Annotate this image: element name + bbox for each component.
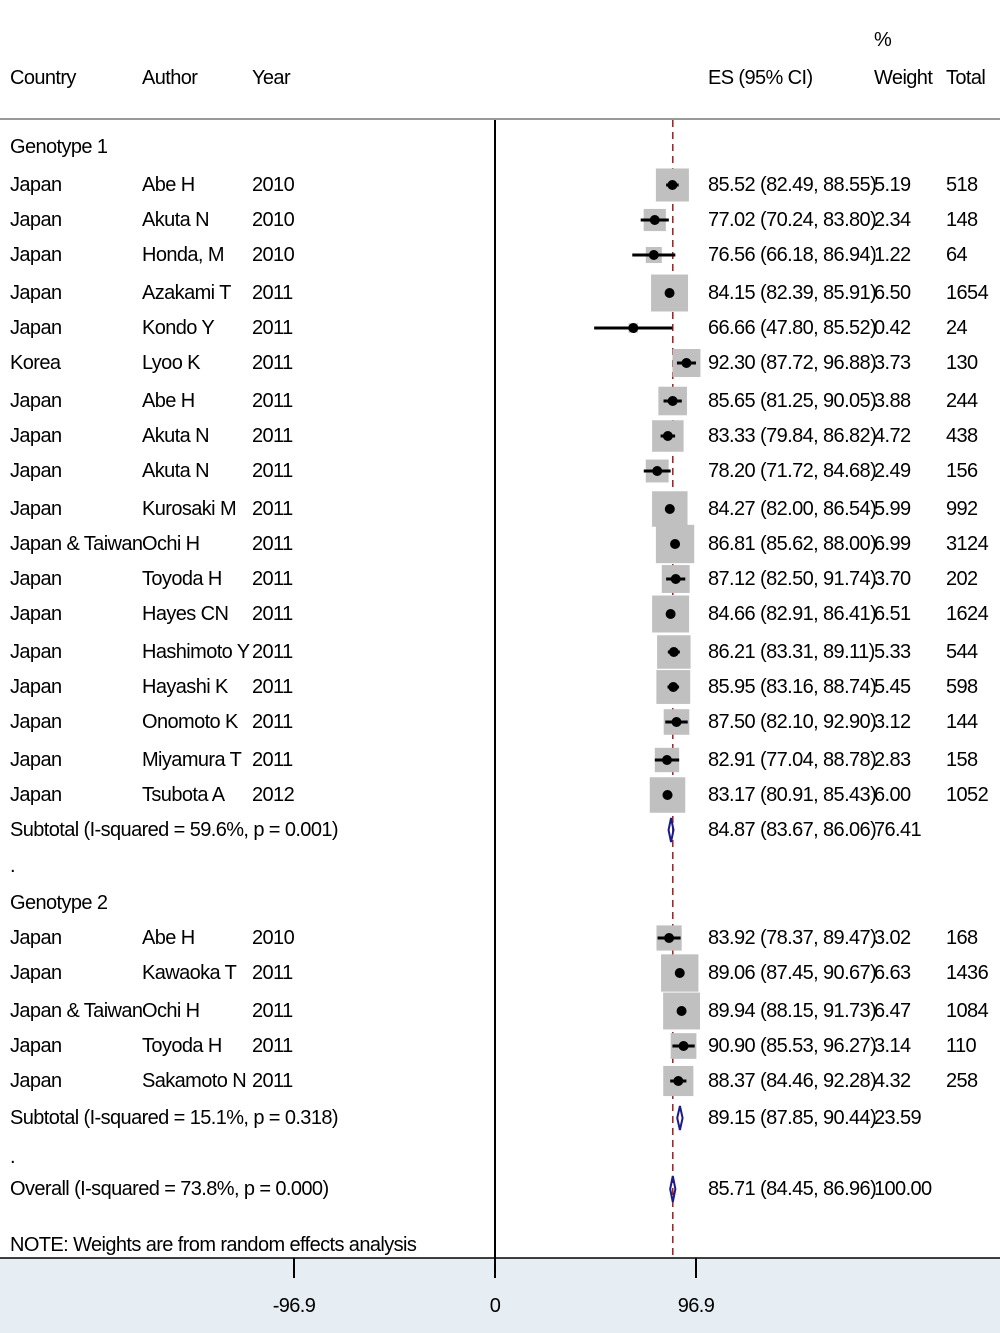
study-point bbox=[675, 968, 685, 978]
study-weight: 3.88 bbox=[874, 390, 911, 412]
overall-weight: 100.00 bbox=[874, 1178, 932, 1200]
study-year: 2011 bbox=[252, 533, 293, 555]
study-es-ci: 83.33 (79.84, 86.82) bbox=[708, 425, 877, 447]
study-year: 2011 bbox=[252, 711, 293, 733]
study-year: 2012 bbox=[252, 784, 295, 806]
study-weight: 6.51 bbox=[874, 603, 911, 625]
study-point bbox=[673, 1076, 683, 1086]
study-total: 144 bbox=[946, 711, 978, 733]
subtotal-weight: 23.59 bbox=[874, 1107, 922, 1129]
study-weight: 4.32 bbox=[874, 1070, 911, 1092]
study-year: 2011 bbox=[252, 390, 293, 412]
study-total: 158 bbox=[946, 749, 978, 771]
study-author: Abe H bbox=[142, 927, 195, 949]
study-author: Hayashi K bbox=[142, 676, 228, 698]
study-author: Lyoo K bbox=[142, 352, 200, 374]
study-total: 1624 bbox=[946, 603, 989, 625]
study-country: Japan bbox=[10, 1035, 62, 1057]
study-point bbox=[665, 504, 675, 514]
study-point bbox=[679, 1041, 689, 1051]
study-year: 2010 bbox=[252, 174, 295, 196]
study-total: 202 bbox=[946, 568, 978, 590]
study-total: 168 bbox=[946, 927, 978, 949]
study-point bbox=[662, 755, 672, 765]
study-total: 1052 bbox=[946, 784, 989, 806]
study-year: 2011 bbox=[252, 1000, 293, 1022]
study-point bbox=[649, 250, 659, 260]
study-author: Ochi H bbox=[142, 1000, 200, 1022]
header-country: Country bbox=[10, 67, 76, 89]
study-es-ci: 86.21 (83.31, 89.11) bbox=[708, 641, 875, 663]
study-author: Honda, M bbox=[142, 244, 224, 266]
study-year: 2011 bbox=[252, 1035, 293, 1057]
study-point bbox=[665, 288, 675, 298]
study-point bbox=[663, 431, 673, 441]
study-es-ci: 86.81 (85.62, 88.00) bbox=[708, 533, 877, 555]
study-year: 2011 bbox=[252, 603, 293, 625]
study-author: Toyoda H bbox=[142, 568, 222, 590]
study-author: Akuta N bbox=[142, 460, 209, 482]
study-es-ci: 89.94 (88.15, 91.73) bbox=[708, 1000, 877, 1022]
study-es-ci: 92.30 (87.72, 96.88) bbox=[708, 352, 877, 374]
study-country: Japan bbox=[10, 390, 62, 412]
study-point bbox=[681, 358, 691, 368]
header-year: Year bbox=[252, 67, 291, 89]
study-country: Japan & Taiwan bbox=[10, 533, 143, 555]
study-country: Japan bbox=[10, 711, 62, 733]
study-weight: 2.34 bbox=[874, 209, 911, 231]
study-point bbox=[669, 647, 679, 657]
study-country: Japan bbox=[10, 425, 62, 447]
study-year: 2010 bbox=[252, 927, 295, 949]
study-author: Abe H bbox=[142, 174, 195, 196]
study-point bbox=[671, 574, 681, 584]
study-total: 3124 bbox=[946, 533, 989, 555]
study-country: Japan bbox=[10, 282, 62, 304]
study-country: Japan bbox=[10, 676, 62, 698]
study-total: 1084 bbox=[946, 1000, 989, 1022]
study-es-ci: 85.95 (83.16, 88.74) bbox=[708, 676, 877, 698]
study-weight: 3.73 bbox=[874, 352, 911, 374]
study-point bbox=[668, 682, 678, 692]
study-point bbox=[677, 1006, 687, 1016]
study-point bbox=[652, 466, 662, 476]
study-country: Japan bbox=[10, 603, 62, 625]
study-weight: 1.22 bbox=[874, 244, 911, 266]
header-es: ES (95% CI) bbox=[708, 67, 813, 89]
study-year: 2010 bbox=[252, 209, 295, 231]
study-country: Japan bbox=[10, 244, 62, 266]
study-author: Onomoto K bbox=[142, 711, 238, 733]
study-es-ci: 85.65 (81.25, 90.05) bbox=[708, 390, 877, 412]
study-weight: 2.83 bbox=[874, 749, 911, 771]
study-weight: 5.33 bbox=[874, 641, 911, 663]
study-es-ci: 84.66 (82.91, 86.41) bbox=[708, 603, 877, 625]
study-country: Japan bbox=[10, 927, 62, 949]
study-point bbox=[650, 215, 660, 225]
subtotal-label: Subtotal (I-squared = 59.6%, p = 0.001) bbox=[10, 819, 338, 841]
study-country: Japan bbox=[10, 962, 62, 984]
subtotal-es-ci: 84.87 (83.67, 86.06) bbox=[708, 819, 877, 841]
study-total: 598 bbox=[946, 676, 978, 698]
study-es-ci: 84.15 (82.39, 85.91) bbox=[708, 282, 877, 304]
study-year: 2011 bbox=[252, 749, 293, 771]
study-author: Hashimoto Y bbox=[142, 641, 250, 663]
header-weight-pct: % bbox=[874, 29, 892, 51]
study-total: 258 bbox=[946, 1070, 978, 1092]
x-axis-tick-label: -96.9 bbox=[272, 1295, 316, 1317]
study-weight: 6.63 bbox=[874, 962, 911, 984]
subtotal-label: Subtotal (I-squared = 15.1%, p = 0.318) bbox=[10, 1107, 338, 1129]
study-year: 2011 bbox=[252, 568, 293, 590]
overall-label: Overall (I-squared = 73.8%, p = 0.000) bbox=[10, 1178, 329, 1200]
study-total: 110 bbox=[946, 1035, 977, 1057]
group-label: Genotype 2 bbox=[10, 892, 108, 914]
study-point bbox=[664, 933, 674, 943]
study-es-ci: 83.17 (80.91, 85.43) bbox=[708, 784, 877, 806]
study-country: Japan bbox=[10, 498, 62, 520]
study-year: 2011 bbox=[252, 962, 293, 984]
study-author: Abe H bbox=[142, 390, 195, 412]
study-country: Japan bbox=[10, 460, 62, 482]
study-total: 244 bbox=[946, 390, 978, 412]
study-weight: 5.99 bbox=[874, 498, 911, 520]
study-weight: 2.49 bbox=[874, 460, 911, 482]
header-weight: Weight bbox=[874, 67, 933, 89]
study-author: Kurosaki M bbox=[142, 498, 237, 520]
study-year: 2011 bbox=[252, 352, 293, 374]
study-es-ci: 77.02 (70.24, 83.80) bbox=[708, 209, 877, 231]
study-year: 2011 bbox=[252, 317, 293, 339]
study-weight: 5.45 bbox=[874, 676, 911, 698]
study-author: Toyoda H bbox=[142, 1035, 222, 1057]
study-country: Japan bbox=[10, 749, 62, 771]
study-author: Hayes CN bbox=[142, 603, 229, 625]
study-weight: 6.00 bbox=[874, 784, 911, 806]
study-total: 992 bbox=[946, 498, 978, 520]
study-total: 1436 bbox=[946, 962, 989, 984]
study-es-ci: 87.12 (82.50, 91.74) bbox=[708, 568, 877, 590]
study-author: Azakami T bbox=[142, 282, 231, 304]
study-year: 2011 bbox=[252, 460, 293, 482]
study-author: Kawaoka T bbox=[142, 962, 237, 984]
study-total: 544 bbox=[946, 641, 978, 663]
study-total: 1654 bbox=[946, 282, 989, 304]
study-total: 24 bbox=[946, 317, 968, 339]
subtotal-es-ci: 89.15 (87.85, 90.44) bbox=[708, 1107, 877, 1129]
x-axis-tick-label: 96.9 bbox=[677, 1295, 715, 1317]
study-country: Japan bbox=[10, 568, 62, 590]
study-author: Sakamoto N bbox=[142, 1070, 247, 1092]
study-country: Japan bbox=[10, 209, 62, 231]
study-es-ci: 89.06 (87.45, 90.67) bbox=[708, 962, 877, 984]
header-total: Total bbox=[946, 67, 986, 89]
header-author: Author bbox=[142, 67, 198, 89]
study-es-ci: 90.90 (85.53, 96.27) bbox=[708, 1035, 877, 1057]
study-es-ci: 87.50 (82.10, 92.90) bbox=[708, 711, 877, 733]
footnote: NOTE: Weights are from random effects analysis bbox=[10, 1234, 417, 1256]
study-author: Tsubota A bbox=[142, 784, 225, 806]
study-point bbox=[628, 323, 638, 333]
study-year: 2010 bbox=[252, 244, 295, 266]
blank-row-marker: . bbox=[10, 1146, 15, 1168]
study-total: 438 bbox=[946, 425, 978, 447]
subtotal-diamond bbox=[669, 818, 674, 842]
study-point bbox=[672, 717, 682, 727]
study-year: 2011 bbox=[252, 676, 293, 698]
study-author: Miyamura T bbox=[142, 749, 242, 771]
study-weight: 5.19 bbox=[874, 174, 911, 196]
study-es-ci: 84.27 (82.00, 86.54) bbox=[708, 498, 877, 520]
study-author: Ochi H bbox=[142, 533, 200, 555]
study-year: 2011 bbox=[252, 641, 293, 663]
subtotal-weight: 76.41 bbox=[874, 819, 922, 841]
study-weight: 6.47 bbox=[874, 1000, 911, 1022]
study-point bbox=[663, 790, 673, 800]
study-point bbox=[668, 396, 678, 406]
study-country: Japan bbox=[10, 1070, 62, 1092]
study-year: 2011 bbox=[252, 1070, 293, 1092]
study-weight: 3.14 bbox=[874, 1035, 911, 1057]
study-author: Akuta N bbox=[142, 425, 209, 447]
study-total: 130 bbox=[946, 352, 978, 374]
study-country: Japan bbox=[10, 784, 62, 806]
study-point bbox=[670, 539, 680, 549]
study-weight: 6.50 bbox=[874, 282, 911, 304]
study-country: Japan bbox=[10, 641, 62, 663]
study-year: 2011 bbox=[252, 425, 293, 447]
study-es-ci: 78.20 (71.72, 84.68) bbox=[708, 460, 877, 482]
overall-es-ci: 85.71 (84.45, 86.96) bbox=[708, 1178, 877, 1200]
study-total: 518 bbox=[946, 174, 978, 196]
study-es-ci: 76.56 (66.18, 86.94) bbox=[708, 244, 877, 266]
study-country: Japan & Taiwan bbox=[10, 1000, 143, 1022]
study-country: Japan bbox=[10, 317, 62, 339]
blank-row-marker: . bbox=[10, 855, 15, 877]
group-label: Genotype 1 bbox=[10, 136, 108, 158]
study-year: 2011 bbox=[252, 498, 293, 520]
study-es-ci: 82.91 (77.04, 88.78) bbox=[708, 749, 877, 771]
study-weight: 3.70 bbox=[874, 568, 911, 590]
x-axis-tick-label: 0 bbox=[489, 1295, 501, 1317]
study-es-ci: 85.52 (82.49, 88.55) bbox=[708, 174, 877, 196]
study-total: 148 bbox=[946, 209, 978, 231]
study-es-ci: 83.92 (78.37, 89.47) bbox=[708, 927, 877, 949]
study-author: Kondo Y bbox=[142, 317, 215, 339]
study-weight: 6.99 bbox=[874, 533, 911, 555]
study-weight: 3.12 bbox=[874, 711, 911, 733]
study-weight: 3.02 bbox=[874, 927, 911, 949]
study-point bbox=[667, 180, 677, 190]
study-country: Korea bbox=[10, 352, 61, 374]
study-point bbox=[666, 609, 676, 619]
study-es-ci: 66.66 (47.80, 85.52) bbox=[708, 317, 877, 339]
study-total: 156 bbox=[946, 460, 978, 482]
study-year: 2011 bbox=[252, 282, 293, 304]
study-author: Akuta N bbox=[142, 209, 209, 231]
study-total: 64 bbox=[946, 244, 968, 266]
study-es-ci: 88.37 (84.46, 92.28) bbox=[708, 1070, 877, 1092]
study-weight: 4.72 bbox=[874, 425, 911, 447]
study-country: Japan bbox=[10, 174, 62, 196]
study-weight: 0.42 bbox=[874, 317, 911, 339]
subtotal-diamond bbox=[677, 1106, 682, 1130]
